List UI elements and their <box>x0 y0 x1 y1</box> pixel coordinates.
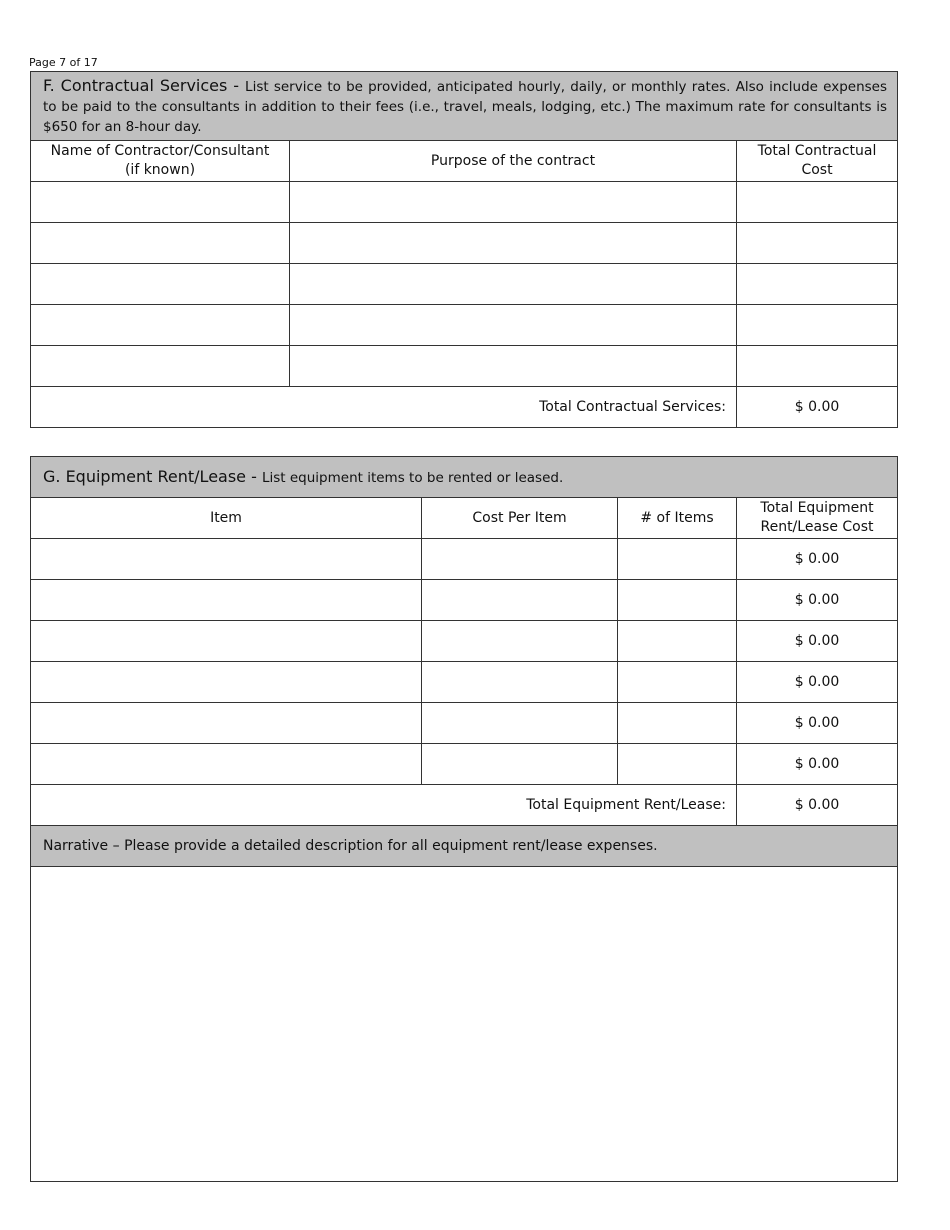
row-total-value: $ 0.00 <box>737 621 898 662</box>
num-items-field[interactable] <box>618 703 737 744</box>
col-total-equipment-line1: Total Equipment <box>760 500 874 516</box>
narrative-instructions: Please provide a detailed description for all equipment rent/lease expenses. <box>124 838 658 854</box>
purpose-field[interactable] <box>290 182 737 223</box>
section-g-header <box>31 457 898 498</box>
equipment-rent-lease-table <box>30 456 898 1182</box>
col-contractual-cost <box>737 141 898 182</box>
table-row <box>31 703 898 744</box>
contractor-name-field[interactable] <box>31 305 290 346</box>
table-row <box>31 580 898 621</box>
item-field[interactable] <box>31 621 422 662</box>
purpose-field[interactable] <box>290 346 737 387</box>
col-purpose: Purpose of the contract <box>290 141 737 182</box>
purpose-field[interactable] <box>290 305 737 346</box>
col-cost-per-item: Cost Per Item <box>422 498 618 539</box>
narrative-title: Narrative – <box>43 838 125 854</box>
col-item: Item <box>31 498 422 539</box>
row-total-value: $ 0.00 <box>737 744 898 785</box>
row-total-value: $ 0.00 <box>737 580 898 621</box>
contractor-name-field[interactable] <box>31 346 290 387</box>
contractual-services-table <box>30 71 898 428</box>
total-equipment-label: Total Equipment Rent/Lease: <box>31 785 737 826</box>
table-row <box>31 346 898 387</box>
num-items-field[interactable] <box>618 621 737 662</box>
table-row <box>31 305 898 346</box>
row-total-value: $ 0.00 <box>737 703 898 744</box>
total-equipment-value: $ 0.00 <box>737 785 898 826</box>
cost-per-item-field[interactable] <box>422 621 618 662</box>
col-num-items: # of Items <box>618 498 737 539</box>
section-g-description: List equipment items to be rented or leased. <box>261 470 564 486</box>
total-contractual-label: Total Contractual Services: <box>31 387 737 428</box>
cost-per-item-field[interactable] <box>422 744 618 785</box>
contractor-name-field[interactable] <box>31 182 290 223</box>
col-contractual-cost-line2: Cost <box>801 162 833 178</box>
cost-per-item-field[interactable] <box>422 539 618 580</box>
cost-per-item-field[interactable] <box>422 703 618 744</box>
item-field[interactable] <box>31 580 422 621</box>
contractor-name-field[interactable] <box>31 223 290 264</box>
table-row <box>31 539 898 580</box>
section-f-header <box>31 72 898 141</box>
purpose-field[interactable] <box>290 223 737 264</box>
num-items-field[interactable] <box>618 662 737 703</box>
contractual-cost-field[interactable] <box>737 264 898 305</box>
purpose-field[interactable] <box>290 264 737 305</box>
num-items-field[interactable] <box>618 580 737 621</box>
table-row <box>31 264 898 305</box>
contractual-cost-field[interactable] <box>737 346 898 387</box>
table-row <box>31 621 898 662</box>
col-total-equipment-cost <box>737 498 898 539</box>
narrative-header <box>31 826 898 867</box>
col-contractor-name <box>31 141 290 182</box>
contractual-cost-field[interactable] <box>737 305 898 346</box>
item-field[interactable] <box>31 703 422 744</box>
table-row <box>31 223 898 264</box>
contractor-name-field[interactable] <box>31 264 290 305</box>
section-f-title: F. Contractual Services - <box>43 76 246 95</box>
item-field[interactable] <box>31 744 422 785</box>
table-row <box>31 182 898 223</box>
num-items-field[interactable] <box>618 744 737 785</box>
col-contractor-name-line2: (if known) <box>124 162 196 178</box>
row-total-value: $ 0.00 <box>737 662 898 703</box>
num-items-field[interactable] <box>618 539 737 580</box>
cost-per-item-field[interactable] <box>422 662 618 703</box>
item-field[interactable] <box>31 539 422 580</box>
col-contractor-name-line1: Name of Contractor/Consultant <box>50 143 270 159</box>
table-row <box>31 744 898 785</box>
contractual-cost-field[interactable] <box>737 223 898 264</box>
table-row <box>31 662 898 703</box>
contractual-cost-field[interactable] <box>737 182 898 223</box>
col-contractual-cost-line1: Total Contractual <box>757 143 877 159</box>
section-f-description: List service to be provided, anticipated hourly, daily, or monthly rates. Also include expenses to be paid to the consultants in addition to their fees (i.e., travel, meals, lodging, etc.) The maximum rate for consultants is $650 for an 8-hour day. <box>43 79 888 135</box>
narrative-textarea[interactable] <box>31 867 898 1182</box>
col-total-equipment-line2: Rent/Lease Cost <box>760 519 874 535</box>
page-number: Page 7 of 17 <box>29 56 98 69</box>
cost-per-item-field[interactable] <box>422 580 618 621</box>
section-g-title: G. Equipment Rent/Lease - <box>43 467 262 486</box>
item-field[interactable] <box>31 662 422 703</box>
row-total-value: $ 0.00 <box>737 539 898 580</box>
total-contractual-value: $ 0.00 <box>737 387 898 428</box>
